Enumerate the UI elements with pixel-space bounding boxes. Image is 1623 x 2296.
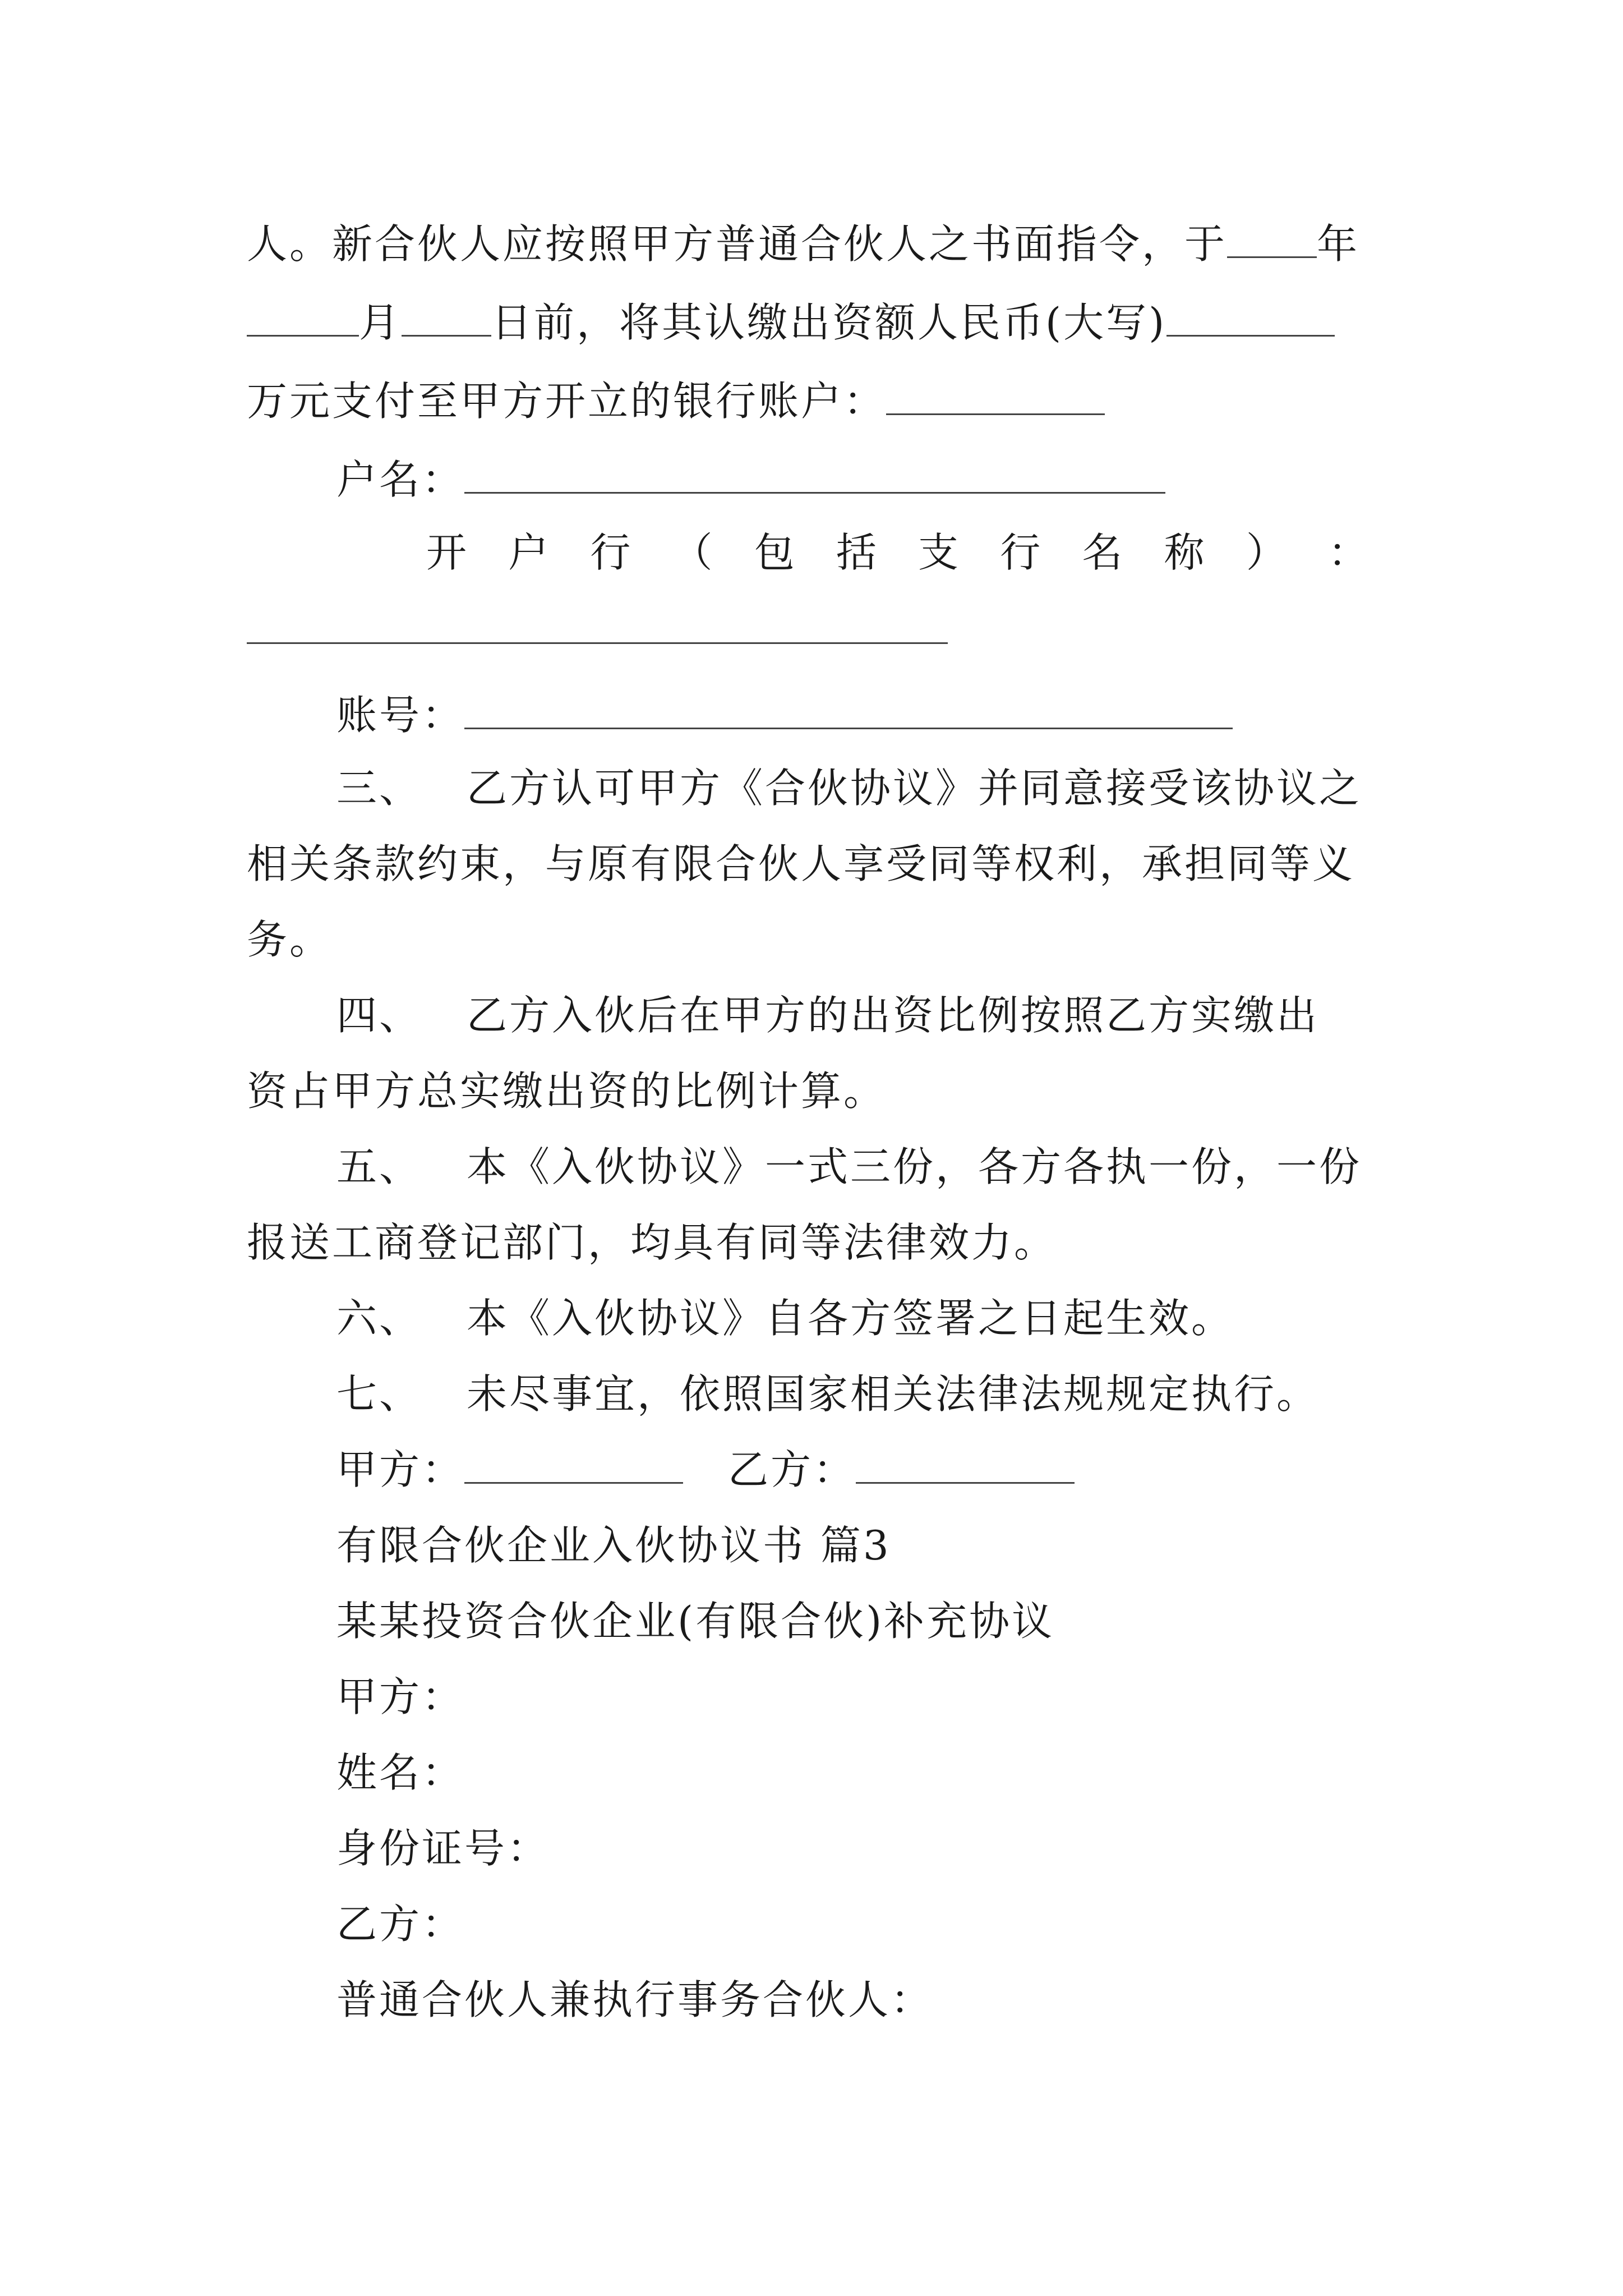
line-text: 日前，将其认缴出资额人民币(大写) [491, 299, 1167, 346]
amount-blank[interactable] [1166, 301, 1335, 337]
clause-text: 乙方认可甲方《合伙协议》并同意接受该协议之 [467, 765, 1362, 812]
bank-label-char: 括 [836, 529, 877, 576]
clause-text: 乙方入伙后在甲方的出资比例按照乙方实缴出 [467, 992, 1320, 1039]
clause-four-line [336, 984, 1391, 1046]
clause-three-line [336, 757, 1391, 819]
account-number-label: 账号： [336, 692, 465, 739]
general-partner-label: 普通合伙人兼执行事务合伙人： [336, 1976, 934, 2023]
clause-five-line [247, 1212, 1391, 1273]
party-a-signature-blank[interactable] [464, 1448, 683, 1484]
party-a-signature-label: 甲方： [336, 1446, 465, 1493]
section-title: 有限合伙企业入伙协议书 篇3 [336, 1522, 891, 1569]
paragraph-line [247, 370, 1391, 432]
party-a-label: 甲方： [336, 1673, 465, 1720]
id-number-label: 身份证号： [336, 1825, 550, 1872]
supplement-title: 某某投资合伙企业(有限合伙)补充协议 [336, 1598, 1055, 1645]
month-label: 月 [359, 299, 402, 346]
name-label: 姓名： [336, 1749, 465, 1796]
bank-label-char: 行 [1000, 529, 1041, 576]
month-blank[interactable] [247, 301, 359, 337]
account-number-line [336, 684, 1391, 746]
bank-label-char: 称 [1164, 529, 1205, 576]
bank-name-line [426, 522, 1368, 583]
bank-label-char: 支 [918, 529, 959, 576]
year-blank[interactable] [1227, 223, 1317, 258]
signature-line [336, 1439, 1391, 1501]
clause-text: 资占甲方总实缴出资的比例计算。 [247, 1068, 887, 1115]
bank-label-char: 包 [754, 529, 795, 576]
party-b-signature-label: 乙方： [728, 1446, 856, 1493]
clause-three-line [247, 833, 1391, 895]
account-name-label: 户名： [336, 456, 465, 503]
account-name-blank[interactable] [464, 458, 1165, 494]
line-text: 人。新合伙人应按照甲方普通合伙人之书面指令，于 [247, 220, 1228, 268]
bank-label-char: 户 [508, 529, 549, 576]
paragraph-line [247, 213, 1391, 275]
party-b-signature-blank[interactable] [856, 1448, 1075, 1484]
clause-text: 本《入伙协议》一式三份，各方各执一份，一份 [467, 1143, 1362, 1190]
clause-four-line [247, 1060, 1391, 1122]
clause-text: 相关条款约束，与原有限合伙人享受同等权利，承担同等义 [247, 840, 1355, 887]
bank-label-char: 开 [426, 529, 467, 576]
day-blank[interactable] [402, 301, 491, 337]
clause-seven-line [336, 1363, 1391, 1425]
clause-text: 务。 [247, 916, 333, 963]
clause-five-line [336, 1136, 1391, 1198]
clause-text: 未尽事宜，依照国家相关法律法规规定执行。 [467, 1370, 1320, 1418]
clause-number: 三、 [336, 765, 422, 812]
bank-label-char: ） [1246, 529, 1287, 576]
bank-account-blank[interactable] [886, 380, 1105, 415]
clause-six-line [336, 1287, 1391, 1349]
bank-label-char: ： [1327, 529, 1368, 576]
line-text: 万元支付至甲方开立的银行账户： [247, 378, 887, 425]
bank-label-char: 行 [590, 529, 631, 576]
bank-name-blank[interactable] [247, 642, 948, 644]
year-label: 年 [1317, 220, 1360, 268]
bank-label-char: 名 [1082, 529, 1123, 576]
paragraph-line [247, 292, 1391, 353]
clause-number: 七、 [336, 1370, 422, 1418]
bank-label-char: （ [672, 529, 713, 576]
clause-number: 六、 [336, 1295, 422, 1342]
clause-number: 五、 [336, 1143, 422, 1190]
clause-number: 四、 [336, 992, 422, 1039]
clause-text: 报送工商登记部门，均具有同等法律效力。 [247, 1219, 1057, 1266]
clause-three-line [247, 909, 1391, 970]
clause-text: 本《入伙协议》自各方签署之日起生效。 [467, 1295, 1234, 1342]
party-b-label: 乙方： [336, 1901, 465, 1948]
account-name-line [336, 449, 1391, 510]
account-number-blank[interactable] [464, 694, 1233, 729]
